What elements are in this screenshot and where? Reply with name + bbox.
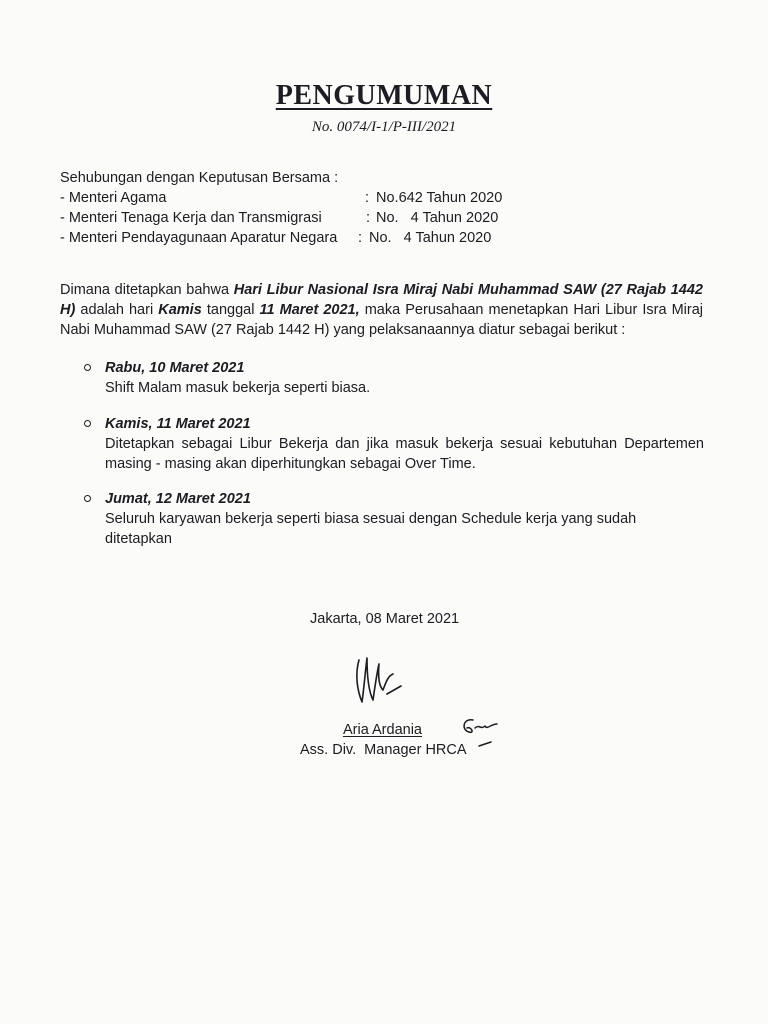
ministry-name: - Menteri Tenaga Kerja dan Transmigrasi: [60, 210, 322, 226]
schedule-day: Rabu, 10 Maret 2021: [105, 360, 245, 376]
signature-icon: [345, 650, 415, 710]
schedule-description: Seluruh karyawan bekerja seperti biasa sesuai dengan Schedule kerja yang sudah ditetapkan: [105, 511, 637, 547]
ministry-decree: No. 4 Tahun 2020: [369, 230, 492, 246]
intro-lead: Sehubungan dengan Keputusan Bersama :: [60, 170, 339, 186]
paragraph-text: tanggal: [201, 302, 260, 318]
ministry-decree: No. 4 Tahun 2020: [376, 210, 499, 226]
signer-role: Ass. Div. Manager HRCA: [300, 742, 467, 758]
ministry-decree: No.642 Tahun 2020: [376, 190, 503, 206]
ministry-colon: :: [358, 230, 363, 246]
bullet-icon: [84, 364, 91, 371]
paragraph-text: adalah hari: [75, 302, 159, 318]
schedule-description: Shift Malam masuk bekerja seperti biasa.: [105, 380, 371, 396]
signer-name: Aria Ardania: [343, 722, 422, 738]
intro-section: [60, 168, 520, 248]
ministry-colon: :: [365, 190, 370, 206]
bullet-icon: [84, 495, 91, 502]
document-number: No. 0074/I-1/P-III/2021: [311, 119, 457, 135]
ministry-name: - Menteri Pendayagunaan Aparatur Negara: [60, 230, 338, 246]
schedule-item: [84, 358, 704, 398]
ministry-row: [60, 208, 520, 228]
schedule-description: Ditetapkan sebagai Libur Bekerja dan jika masuk bekerja sesuai kebutuhan Departemen masing - masing akan diperhitungkan sebagai Over Time.: [105, 436, 704, 472]
ministry-row: [60, 228, 520, 248]
schedule-day: Jumat, 12 Maret 2021: [105, 491, 251, 507]
schedule-day: Kamis, 11 Maret 2021: [105, 416, 251, 432]
holiday-day: Kamis: [158, 302, 202, 318]
bullet-icon: [84, 420, 91, 427]
ministry-colon: :: [366, 210, 371, 226]
page-title: PENGUMUMAN: [275, 80, 493, 111]
place-date: Jakarta, 08 Maret 2021: [310, 611, 460, 627]
ministry-row: [60, 188, 520, 208]
holiday-date: 11 Maret 2021,: [259, 302, 360, 318]
schedule-item: [84, 489, 704, 549]
schedule-item: [84, 414, 704, 474]
paragraph-text: maka Perusahaan menetapkan Hari Libur Isra Miraj Nabi Muhammad SAW (27 Rajab 1442 H) yang pelaksanaannya diatur sebagai berikut :: [60, 302, 704, 338]
paragraph-text: Dimana ditetapkan bahwa: [60, 282, 234, 298]
announcement-paragraph: [60, 280, 703, 340]
ministry-name: - Menteri Agama: [60, 190, 167, 206]
holiday-name: Hari Libur Nasional Isra Miraj Nabi Muhammad SAW (27 Rajab 1442 H): [60, 282, 703, 318]
